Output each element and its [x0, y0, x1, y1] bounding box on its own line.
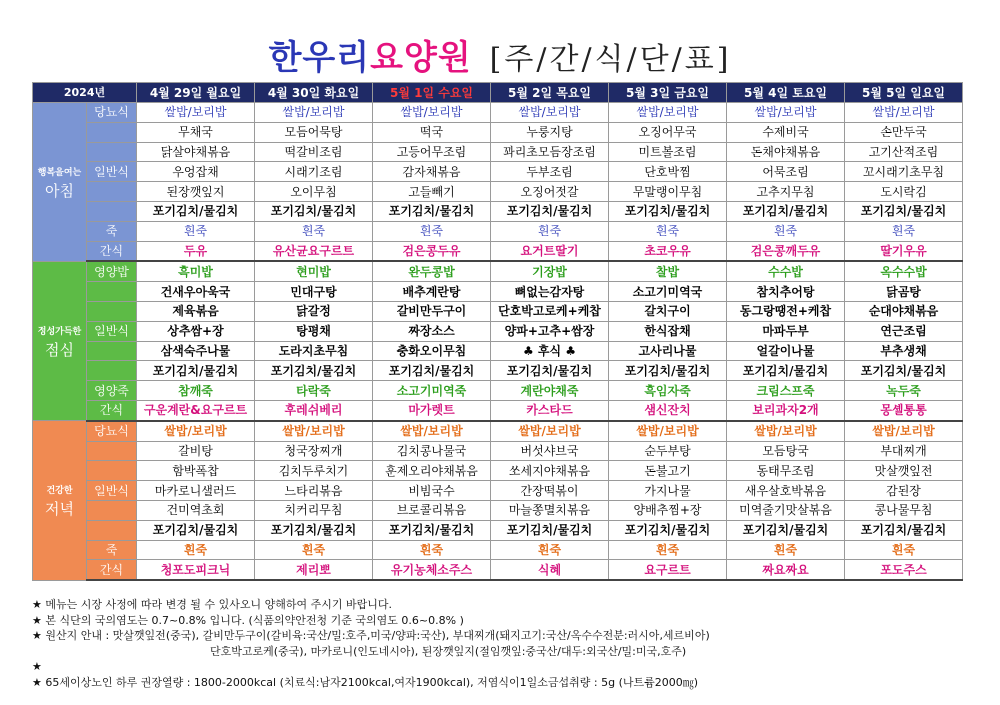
category-label [87, 282, 137, 302]
menu-item: 도시락김 [845, 182, 963, 202]
menu-item: 고추지무침 [727, 182, 845, 202]
menu-item: 마카로니샐러드 [137, 481, 255, 501]
menu-item: 포기김치/물김치 [137, 361, 255, 381]
menu-item: 소고기미역죽 [373, 381, 491, 401]
menu-item: 떡갈비조림 [255, 142, 373, 162]
dinner-row [33, 540, 963, 560]
menu-item: 미트볼조림 [609, 142, 727, 162]
menu-item: 흰죽 [491, 540, 609, 560]
menu-item: 흰죽 [727, 221, 845, 241]
menu-item: 탕평채 [255, 321, 373, 341]
category-label: 당뇨식 [87, 103, 137, 123]
menu-item: 옥수수밥 [845, 261, 963, 281]
menu-item: 포기김치/물김치 [491, 201, 609, 221]
menu-title: [주/간/식/단/표] [489, 42, 732, 77]
breakfast-row [33, 221, 963, 241]
menu-item: 두유 [137, 241, 255, 261]
menu-item: 포기김치/물김치 [727, 520, 845, 540]
menu-item: 흰죽 [845, 540, 963, 560]
menu-item: 모듬어묵탕 [255, 122, 373, 142]
menu-item: 구운계란&요구르트 [137, 400, 255, 420]
menu-item: 훈제오리야채볶음 [373, 461, 491, 481]
day-header-4: 5월 3일 금요일 [609, 83, 727, 103]
menu-item: 포기김치/물김치 [137, 520, 255, 540]
menu-item: 흰죽 [137, 221, 255, 241]
menu-item: 미역줄기맛살볶음 [727, 500, 845, 520]
menu-item: 충화오이무침 [373, 341, 491, 361]
category-label [87, 520, 137, 540]
menu-item: 짜장소스 [373, 321, 491, 341]
menu-item: 양배추찜+장 [609, 500, 727, 520]
menu-item: 단호박고로케+케찹 [491, 301, 609, 321]
menu-item: 상추쌈+장 [137, 321, 255, 341]
lunch-row [33, 381, 963, 401]
menu-item: 수제비국 [727, 122, 845, 142]
category-label [87, 142, 137, 162]
menu-item: 한식잡채 [609, 321, 727, 341]
menu-item: 치커리무침 [255, 500, 373, 520]
menu-item: 쌀밥/보리밥 [609, 421, 727, 441]
page-title [0, 30, 1000, 79]
category-label: 일반식 [87, 162, 137, 182]
category-label: 일반식 [87, 321, 137, 341]
menu-item: 김치두루치기 [255, 461, 373, 481]
menu-item: 꼬시래기초무침 [845, 162, 963, 182]
menu-item: 오이무침 [255, 182, 373, 202]
menu-item: 쌀밥/보리밥 [373, 103, 491, 123]
menu-item: 포기김치/물김치 [255, 361, 373, 381]
menu-item: 녹두죽 [845, 381, 963, 401]
menu-item: 흑임자죽 [609, 381, 727, 401]
menu-item: 흰죽 [255, 540, 373, 560]
menu-item: 완두콩밥 [373, 261, 491, 281]
menu-item: 느타리볶음 [255, 481, 373, 501]
menu-item: 현미밥 [255, 261, 373, 281]
lunch-row [33, 321, 963, 341]
menu-item: 검은콩두유 [373, 241, 491, 261]
menu-item: 건미역초회 [137, 500, 255, 520]
menu-item: 청포도피크닉 [137, 560, 255, 580]
menu-item: 후레쉬베리 [255, 400, 373, 420]
menu-item: 쌀밥/보리밥 [255, 421, 373, 441]
menu-item: 닭곰탕 [845, 282, 963, 302]
category-label: 간식 [87, 241, 137, 261]
menu-item: 마가렛트 [373, 400, 491, 420]
menu-item: 함박폭찹 [137, 461, 255, 481]
menu-item: 단호박찜 [609, 162, 727, 182]
menu-item: 꽈리초모듬장조림 [491, 142, 609, 162]
note-line: 단호박고로케(중국), 마카로니(인도네시아), 된장깻잎지(절임깻잎:중국산/대두:외국산/밀:미국,호주) [210, 644, 687, 658]
note-line: ★ [32, 660, 42, 673]
menu-item: 돈불고기 [609, 461, 727, 481]
lunch-row [33, 261, 963, 281]
dinner-row [33, 500, 963, 520]
menu-item: 새우살호박볶음 [727, 481, 845, 501]
menu-item: 유산균요구르트 [255, 241, 373, 261]
menu-item: 타락죽 [255, 381, 373, 401]
menu-item: 흰죽 [609, 221, 727, 241]
menu-item: 모듬탕국 [727, 441, 845, 461]
menu-item: 갈비만두구이 [373, 301, 491, 321]
dinner-label [33, 421, 87, 580]
menu-item: ♣ 후식 ♣ [491, 341, 609, 361]
menu-item: 부추생채 [845, 341, 963, 361]
menu-item: 포기김치/물김치 [727, 201, 845, 221]
weekly-menu-table [32, 82, 963, 581]
menu-item: 우엉잡채 [137, 162, 255, 182]
menu-item: 동태무조림 [727, 461, 845, 481]
menu-item: 흰죽 [137, 540, 255, 560]
category-label [87, 500, 137, 520]
menu-item: 쌀밥/보리밥 [373, 421, 491, 441]
menu-item: 포기김치/물김치 [491, 520, 609, 540]
menu-item: 닭갈정 [255, 301, 373, 321]
menu-item: 두부조림 [491, 162, 609, 182]
category-label [87, 441, 137, 461]
menu-item: 계란야채죽 [491, 381, 609, 401]
category-label: 영양죽 [87, 381, 137, 401]
menu-item: 식혜 [491, 560, 609, 580]
menu-item: 흑미밥 [137, 261, 255, 281]
menu-item: 크림스프죽 [727, 381, 845, 401]
menu-item: 고등어무조림 [373, 142, 491, 162]
dinner-row [33, 461, 963, 481]
menu-item: 된장깻잎지 [137, 182, 255, 202]
menu-item: 초코우유 [609, 241, 727, 261]
menu-item: 유기농체소주스 [373, 560, 491, 580]
menu-item: 쌀밥/보리밥 [609, 103, 727, 123]
menu-item: 포기김치/물김치 [609, 361, 727, 381]
menu-item: 순대야채볶음 [845, 301, 963, 321]
category-label [87, 122, 137, 142]
menu-item: 보리과자2개 [727, 400, 845, 420]
menu-item: 소고기미역국 [609, 282, 727, 302]
lunch-row [33, 400, 963, 420]
menu-item: 마파두부 [727, 321, 845, 341]
menu-item: 청국장찌개 [255, 441, 373, 461]
category-label [87, 201, 137, 221]
category-label [87, 301, 137, 321]
menu-item: 닭살야채볶음 [137, 142, 255, 162]
lunch-row [33, 341, 963, 361]
day-header-5: 5월 4일 토요일 [727, 83, 845, 103]
menu-item: 요거트딸기 [491, 241, 609, 261]
menu-item: 감된장 [845, 481, 963, 501]
category-label [87, 341, 137, 361]
menu-item: 제육볶음 [137, 301, 255, 321]
menu-item: 건새우아욱국 [137, 282, 255, 302]
breakfast-row [33, 182, 963, 202]
dinner-row [33, 481, 963, 501]
menu-item: 떡국 [373, 122, 491, 142]
category-label: 영양밥 [87, 261, 137, 281]
menu-item: 부대찌개 [845, 441, 963, 461]
menu-item: 시래기조림 [255, 162, 373, 182]
menu-item: 포기김치/물김치 [609, 201, 727, 221]
menu-item: 쌀밥/보리밥 [491, 103, 609, 123]
menu-item: 포기김치/물김치 [845, 201, 963, 221]
dinner-row [33, 441, 963, 461]
menu-item: 기장밥 [491, 261, 609, 281]
menu-item: 고기산적조림 [845, 142, 963, 162]
facility-name-part2: 요양원 [370, 38, 472, 78]
category-label [87, 461, 137, 481]
menu-item: 콩나물무침 [845, 500, 963, 520]
menu-item: 돈채야채볶음 [727, 142, 845, 162]
menu-item: 흰죽 [727, 540, 845, 560]
breakfast-row [33, 201, 963, 221]
menu-item: 연근조림 [845, 321, 963, 341]
menu-item: 도라지초무침 [255, 341, 373, 361]
note-line: ★ 본 식단의 국의염도는 0.7~0.8% 입니다. (식품의약안전청 기준 국의염도 0.6~0.8% ) [32, 613, 464, 627]
menu-item: 짜요짜요 [727, 560, 845, 580]
menu-item: 양파+고추+쌈장 [491, 321, 609, 341]
menu-item: 포기김치/물김치 [845, 520, 963, 540]
menu-item: 쌀밥/보리밥 [255, 103, 373, 123]
menu-item: 흰죽 [845, 221, 963, 241]
menu-item: 어묵조림 [727, 162, 845, 182]
menu-item: 참깨죽 [137, 381, 255, 401]
menu-item: 흰죽 [373, 221, 491, 241]
breakfast-label [33, 103, 87, 262]
menu-item: 흰죽 [609, 540, 727, 560]
lunch-label [33, 261, 87, 420]
lunch-row [33, 282, 963, 302]
menu-item: 갈치구이 [609, 301, 727, 321]
menu-item: 쌀밥/보리밥 [845, 103, 963, 123]
menu-item: 고사리나물 [609, 341, 727, 361]
menu-item: 참치추어탕 [727, 282, 845, 302]
menu-item: 몽셸통통 [845, 400, 963, 420]
menu-item: 무말랭이무침 [609, 182, 727, 202]
menu-item: 무채국 [137, 122, 255, 142]
menu-item: 가지나물 [609, 481, 727, 501]
menu-item: 쏘세지야채볶음 [491, 461, 609, 481]
category-label: 당뇨식 [87, 421, 137, 441]
notes-section [32, 597, 972, 690]
menu-item: 마늘쫑멸치볶음 [491, 500, 609, 520]
dinner-row [33, 520, 963, 540]
note-line: ★ 65세이상노인 하루 권장열량 : 1800-2000kcal (치료식:남자2100kcal,여자1900kcal), 저염식이1일소금섭취량 : 5g (나트륨2000㎎) [32, 675, 699, 689]
category-label [87, 361, 137, 381]
header-row [33, 83, 963, 103]
menu-item: 흰죽 [255, 221, 373, 241]
menu-item: 카스타드 [491, 400, 609, 420]
menu-item: 누룽지탕 [491, 122, 609, 142]
menu-item: 요구르트 [609, 560, 727, 580]
menu-item: 배추계란탕 [373, 282, 491, 302]
day-header-6: 5월 5일 일요일 [845, 83, 963, 103]
menu-item: 쌀밥/보리밥 [137, 103, 255, 123]
menu-item: 포기김치/물김치 [373, 520, 491, 540]
menu-item: 흰죽 [491, 221, 609, 241]
menu-item: 버섯샤브국 [491, 441, 609, 461]
menu-item: 순두부탕 [609, 441, 727, 461]
day-header-2: 5월 1일 수요일 [373, 83, 491, 103]
menu-item: 민대구탕 [255, 282, 373, 302]
menu-item: 갈비탕 [137, 441, 255, 461]
breakfast-row [33, 103, 963, 123]
category-label: 간식 [87, 560, 137, 580]
menu-item: 포기김치/물김치 [727, 361, 845, 381]
menu-item: 포기김치/물김치 [137, 201, 255, 221]
menu-item: 얼갈이나물 [727, 341, 845, 361]
menu-item: 포기김치/물김치 [373, 201, 491, 221]
breakfast-row [33, 122, 963, 142]
menu-item: 포기김치/물김치 [845, 361, 963, 381]
menu-item: 쌀밥/보리밥 [491, 421, 609, 441]
note-line: ★ 메뉴는 시장 사정에 따라 변경 될 수 있사오니 양해하여 주시기 바랍니다. [32, 598, 392, 611]
category-label: 간식 [87, 400, 137, 420]
menu-item: 포도주스 [845, 560, 963, 580]
menu-item: 손만두국 [845, 122, 963, 142]
day-header-1: 4월 30일 화요일 [255, 83, 373, 103]
menu-item: 오징어무국 [609, 122, 727, 142]
day-header-3: 5월 2일 목요일 [491, 83, 609, 103]
year-header: 2024년 [33, 83, 137, 103]
breakfast-row [33, 162, 963, 182]
menu-item: 감자채볶음 [373, 162, 491, 182]
facility-name-part1: 한우리 [268, 38, 371, 78]
menu-item: 맛살깻잎전 [845, 461, 963, 481]
breakfast-row [33, 142, 963, 162]
menu-item: 뼈없는감자탕 [491, 282, 609, 302]
dinner-row [33, 560, 963, 580]
menu-item: 흰죽 [373, 540, 491, 560]
day-header-0: 4월 29일 월요일 [137, 83, 255, 103]
menu-item: 고들빼기 [373, 182, 491, 202]
lunch-subtitle: 정성가득한 [37, 327, 82, 338]
menu-item: 쌀밥/보리밥 [727, 103, 845, 123]
menu-item: 포기김치/물김치 [491, 361, 609, 381]
menu-item: 포기김치/물김치 [255, 201, 373, 221]
menu-item: 김치콩나물국 [373, 441, 491, 461]
dinner-row [33, 421, 963, 441]
category-label: 죽 [87, 221, 137, 241]
menu-item: 동그랑땡전+케찹 [727, 301, 845, 321]
menu-item: 포기김치/물김치 [255, 520, 373, 540]
note-line: ★ 원산지 안내 : 맛살깻잎전(중국), 갈비만두구이(갈비육:국산/밀:호주,미국/양파:국산), 부대찌개(돼지고기:국산/옥수수전분:러시아,세르비아) [32, 629, 710, 642]
menu-item: 간장떡볶이 [491, 481, 609, 501]
menu-item: 수수밥 [727, 261, 845, 281]
menu-item: 삼색숙주나물 [137, 341, 255, 361]
menu-item: 쌀밥/보리밥 [727, 421, 845, 441]
menu-item: 비빔국수 [373, 481, 491, 501]
lunch-name: 점심 [45, 341, 74, 360]
menu-item: 검은콩깨두유 [727, 241, 845, 261]
category-label: 일반식 [87, 481, 137, 501]
menu-item: 오징어젓갈 [491, 182, 609, 202]
menu-item: 딸기우유 [845, 241, 963, 261]
menu-item: 쌀밥/보리밥 [137, 421, 255, 441]
dinner-name: 저녁 [45, 500, 74, 519]
menu-item: 샘신잔치 [609, 400, 727, 420]
lunch-row [33, 361, 963, 381]
menu-item: 찰밥 [609, 261, 727, 281]
dinner-subtitle: 건강한 [46, 486, 73, 497]
category-label [87, 182, 137, 202]
category-label: 죽 [87, 540, 137, 560]
breakfast-subtitle: 행복을여는 [37, 167, 82, 178]
menu-item: 쌀밥/보리밥 [845, 421, 963, 441]
menu-item: 제리뽀 [255, 560, 373, 580]
lunch-row [33, 301, 963, 321]
menu-item: 브로콜리볶음 [373, 500, 491, 520]
menu-item: 포기김치/물김치 [609, 520, 727, 540]
menu-item: 포기김치/물김치 [373, 361, 491, 381]
breakfast-row [33, 241, 963, 261]
breakfast-name: 아침 [45, 181, 74, 200]
